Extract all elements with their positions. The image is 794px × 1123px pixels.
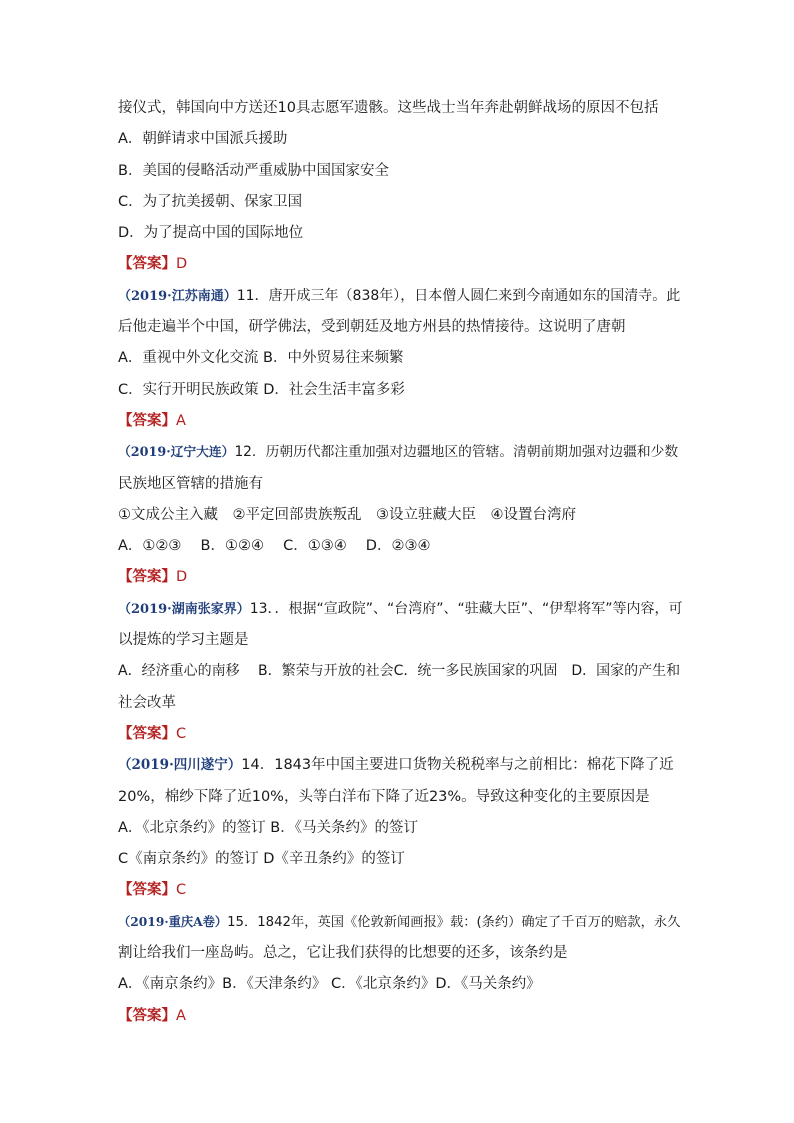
answer-value: D — [176, 569, 188, 586]
question-line — [118, 755, 688, 775]
line-text: C《南京条约》的签订 D《辛丑条约》的签订 — [118, 851, 405, 868]
answer-value: C — [176, 882, 187, 899]
answer-line — [118, 567, 688, 587]
line-text: A．朝鲜请求中国派兵援助 — [118, 131, 288, 148]
text-line — [118, 661, 688, 681]
text-line — [118, 693, 688, 713]
document-page — [118, 98, 688, 1037]
text-line — [118, 630, 688, 650]
question-text: 12．历朝历代都注重加强对边疆地区的管辖。清朝前期加强对边疆和少数 — [234, 444, 679, 461]
question-source: （2019·四川遂宁） — [118, 757, 242, 774]
answer-label: 【答案】 — [118, 412, 176, 429]
text-line — [118, 98, 688, 118]
answer-line — [118, 254, 688, 274]
line-text: ①文成公主入藏 ②平定回部贵族叛乱 ③设立驻藏大臣 ④设置台湾府 — [118, 506, 576, 523]
text-line — [118, 943, 688, 963]
text-line — [118, 380, 688, 400]
line-text: C．为了抗美援朝、保家卫国 — [118, 193, 303, 210]
line-text: 接仪式，韩国向中方送还10具志愿军遗骸。这些战士当年奔赴朝鲜战场的原因不包括 — [118, 100, 659, 116]
line-text: 后他走遍半个中国，研学佛法，受到朝廷及地方州县的热情接待。这说明了唐朝 — [118, 319, 626, 336]
answer-line — [118, 411, 688, 431]
text-line — [118, 474, 688, 494]
answer-value: A — [176, 1007, 186, 1024]
answer-label: 【答案】 — [118, 256, 176, 273]
answer-value: C — [176, 725, 187, 742]
line-text: A．《北京条约》的签订 B．《马关条约》的签订 — [118, 819, 418, 836]
question-line — [118, 286, 688, 306]
question-text: 14．1843年中国主要进口货物关税税率与之前相比：棉花下降了近 — [241, 757, 674, 774]
question-text: 15．1842年，英国《伦敦新闻画报》载：(条约）确定了千百万的赔款，永久 — [227, 914, 681, 930]
question-text: 13．．根据“宣政院”、“台湾府”、“驻藏大臣”、“伊犁将军”等内容，可 — [249, 600, 683, 617]
line-text: C．实行开明民族政策 D．社会生活丰富多彩 — [118, 381, 405, 398]
line-text: A．重视中外文化交流 B．中外贸易往来频繁 — [118, 350, 404, 367]
text-line — [118, 129, 688, 149]
question-source: （2019·重庆A卷） — [118, 913, 228, 929]
text-line — [118, 849, 688, 869]
text-line — [118, 505, 688, 525]
text-line — [118, 317, 688, 337]
answer-label: 【答案】 — [118, 1007, 176, 1024]
question-line — [118, 599, 688, 619]
answer-label: 【答案】 — [118, 882, 176, 899]
text-line — [118, 348, 688, 368]
text-line — [118, 161, 688, 181]
question-line — [118, 442, 688, 462]
line-text: B．美国的侵略活动严重威胁中国国家安全 — [118, 162, 389, 179]
line-text: 20%，棉纱下降了近10%，头等白洋布下降了近23%。导致这种变化的主要原因是 — [118, 788, 650, 805]
line-text: 以提炼的学习主题是 — [118, 632, 249, 649]
text-line — [118, 223, 688, 243]
text-line — [118, 536, 688, 556]
answer-line — [118, 880, 688, 900]
answer-line — [118, 1006, 688, 1026]
line-text: 民族地区管辖的措施有 — [118, 475, 263, 492]
answer-value: D — [176, 256, 188, 273]
question-source: （2019·江苏南通） — [118, 288, 237, 304]
line-text: 社会改革 — [118, 694, 176, 711]
text-line — [118, 974, 688, 994]
question-source: （2019·辽宁大连） — [118, 445, 235, 461]
text-line — [118, 818, 688, 838]
text-line — [118, 192, 688, 212]
line-text: A．《南京条约》B．《天津条约》 C．《北京条约》D．《马关条约》 — [118, 976, 541, 993]
line-text: A．经济重心的南移 B．繁荣与开放的社会C．统一多民族国家的巩固 D．国家的产生和 — [118, 663, 681, 680]
question-source: （2019·湖南张家界） — [118, 601, 250, 617]
answer-label: 【答案】 — [118, 569, 176, 586]
line-text: D．为了提高中国的国际地位 — [118, 225, 304, 242]
answer-value: A — [176, 412, 186, 429]
question-text: 11．唐开成三年（838年），日本僧人圆仁来到今南通如东的国清寺。此 — [236, 287, 681, 304]
text-line — [118, 787, 688, 807]
line-text: 割让给我们一座岛屿。总之，它让我们获得的比想要的还多，该条约是 — [118, 945, 568, 962]
question-line — [118, 912, 688, 932]
line-text: A．①②③ B．①②④ C．①③④ D．②③④ — [118, 538, 431, 555]
answer-label: 【答案】 — [118, 725, 176, 742]
answer-line — [118, 724, 688, 744]
